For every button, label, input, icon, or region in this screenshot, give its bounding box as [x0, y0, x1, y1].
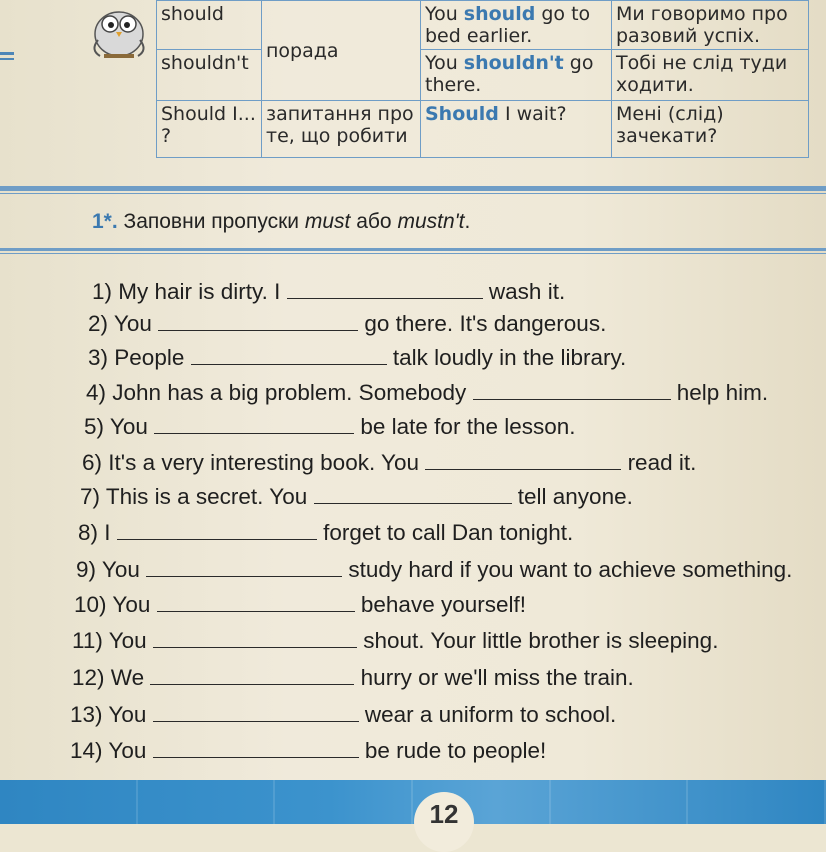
translation-cell: Тобі не слід туди ходити. [612, 50, 809, 101]
answer-blank[interactable] [473, 381, 671, 400]
answer-blank[interactable] [154, 415, 354, 434]
exercise-item: 5) You be late for the lesson. [84, 414, 576, 439]
example-cell: You should go to bed earlier. [421, 1, 612, 50]
exercise-item: 4) John has a big problem. Somebody help him. [86, 380, 769, 405]
task-heading: 1*. Заповни пропуски must або mustn't. [92, 210, 471, 233]
page-number: 12 [414, 792, 474, 852]
exercise-item: 13) You wear a uniform to school. [70, 702, 617, 727]
answer-blank[interactable] [158, 312, 358, 331]
exercise-item: 9) You study hard if you want to achieve something. [76, 557, 793, 582]
translation-cell: Мені (слід) зачекати? [612, 101, 809, 158]
answer-blank[interactable] [117, 521, 317, 540]
answer-blank[interactable] [314, 485, 512, 504]
answer-blank[interactable] [157, 593, 355, 612]
exercise-item: 6) It's a very interesting book. You read it. [82, 450, 697, 475]
modal-cell: Should I... ? [157, 101, 262, 158]
answer-blank[interactable] [287, 280, 483, 299]
exercise-item: 11) You shout. Your little brother is sleeping. [72, 628, 719, 653]
answer-blank[interactable] [191, 346, 387, 365]
answer-blank[interactable] [153, 739, 359, 758]
modal-cell: should [157, 1, 262, 50]
footer-blocks [0, 780, 826, 824]
margin-mark [0, 52, 14, 55]
divider-line [0, 253, 826, 254]
answer-blank[interactable] [150, 666, 354, 685]
margin-mark [0, 58, 14, 60]
exercise-item: 1) My hair is dirty. I wash it. [92, 279, 566, 304]
table-row [157, 50, 809, 101]
modal-cell: shouldn't [157, 50, 262, 101]
use-cell: порада [262, 1, 421, 101]
table-row [157, 101, 809, 158]
exercise-item: 7) This is a secret. You tell anyone. [80, 484, 633, 509]
divider-line [0, 248, 826, 251]
answer-blank[interactable] [146, 558, 342, 577]
table-row [157, 1, 809, 50]
divider-line [0, 186, 826, 191]
answer-blank[interactable] [153, 629, 357, 648]
grammar-table [156, 0, 809, 158]
example-cell: Should I wait? [421, 101, 612, 158]
exercise-item: 14) You be rude to people! [70, 738, 547, 763]
answer-blank[interactable] [153, 703, 359, 722]
use-cell: запитання про те, що робити [262, 101, 421, 158]
exercise-item: 2) You go there. It's dangerous. [88, 311, 607, 336]
exercise-item: 10) You behave yourself! [74, 592, 526, 617]
divider-line [0, 193, 826, 194]
translation-cell: Ми говоримо про разовий успіх. [612, 1, 809, 50]
example-cell: You shouldn't go there. [421, 50, 612, 101]
exercise-item: 8) I forget to call Dan tonight. [78, 520, 574, 545]
exercise-item: 12) We hurry or we'll miss the train. [72, 665, 634, 690]
task-number: 1*. [92, 210, 118, 233]
exercise-item: 3) People talk loudly in the library. [88, 345, 627, 370]
owl-illustration [82, 0, 156, 62]
answer-blank[interactable] [425, 451, 621, 470]
